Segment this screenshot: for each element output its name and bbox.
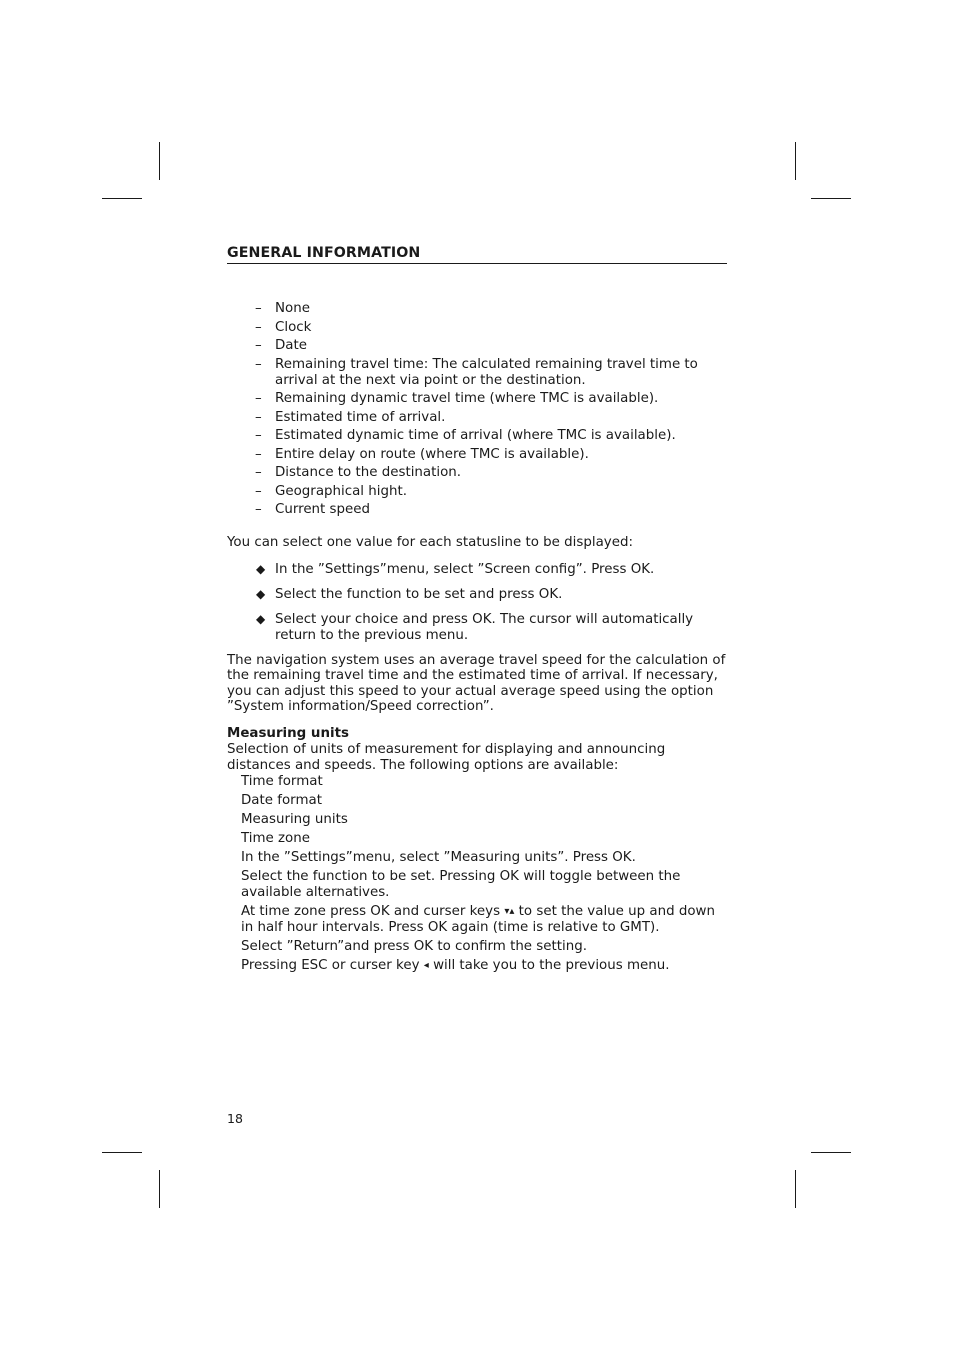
instruction-item: Select ”Return”and press OK to confirm the setting.	[241, 938, 587, 954]
crop-mark-top-left-vertical	[159, 142, 160, 180]
list-item: – Distance to the destination.	[255, 465, 462, 480]
list-item: – Entire delay on route (where TMC is available).	[255, 446, 589, 462]
step-item: ◆ Select your choice and press OK. The cursor will automatically return to the previous menu.	[256, 612, 694, 643]
step-item: ◆ Select the function to be set and press OK.	[256, 587, 563, 602]
list-item: – Remaining dynamic travel time (where TMC is available).	[255, 391, 659, 406]
list-item: – None	[255, 301, 310, 316]
crop-mark-bottom-right-horizontal	[811, 1152, 851, 1153]
cursor-keys-up-down-icon: ▾▴	[504, 905, 515, 917]
statusline-steps-list	[227, 562, 727, 643]
option-item: Measuring units	[241, 811, 348, 827]
dash-marker: –	[255, 465, 262, 480]
list-item: – Date	[255, 338, 308, 353]
section-title: GENERAL INFORMATION	[227, 244, 727, 264]
diamond-bullet-icon: ◆	[256, 612, 266, 626]
dash-marker: –	[255, 502, 262, 517]
dash-marker: –	[255, 319, 262, 335]
instruction-item: Pressing ESC or curser key ◂ will take you to the previous menu.	[241, 957, 670, 973]
crop-mark-bottom-left-vertical	[159, 1170, 160, 1208]
page-number: 18	[227, 1111, 243, 1126]
measuring-units-options	[227, 774, 727, 974]
cursor-key-left-icon: ◂	[423, 959, 429, 971]
crop-mark-top-right-vertical	[795, 142, 796, 180]
statusline-intro: You can select one value for each statusline to be displayed:	[227, 535, 633, 550]
crop-mark-bottom-left-horizontal	[102, 1152, 142, 1153]
option-item: Time format	[241, 773, 323, 789]
option-item: Time zone	[241, 830, 310, 846]
dash-marker: –	[255, 338, 262, 353]
statusline-options-list	[227, 301, 727, 518]
list-item: – Current speed	[255, 502, 371, 517]
diamond-bullet-icon: ◆	[256, 587, 266, 601]
measuring-units-description: Selection of units of measurement for displaying and announcing distances and speeds. The following options are available:	[227, 741, 666, 773]
list-item: – Geographical hight.	[255, 483, 407, 499]
step-item: ◆ In the ”Settings”menu, select ”Screen config”. Press OK.	[256, 562, 655, 577]
page-content	[227, 244, 727, 977]
dash-marker: –	[255, 409, 262, 425]
measuring-units-heading: Measuring units	[227, 725, 349, 741]
diamond-bullet-icon: ◆	[256, 562, 266, 576]
dash-marker: –	[255, 446, 262, 462]
dash-marker: –	[255, 428, 262, 443]
instruction-item: At time zone press OK and curser keys ▾▴ to set the value up and down in half hour intervals. Press OK again (time is relative to GMT).	[241, 903, 715, 935]
crop-mark-top-left-horizontal	[102, 198, 142, 199]
dash-marker: –	[255, 391, 262, 406]
instruction-item: In the ”Settings”menu, select ”Measuring units”. Press OK.	[241, 849, 636, 865]
option-item: Date format	[241, 792, 322, 808]
crop-mark-top-right-horizontal	[811, 198, 851, 199]
crop-mark-bottom-right-vertical	[795, 1170, 796, 1208]
navigation-paragraph: The navigation system uses an average travel speed for the calculation of the remaining travel time and the estimated time of arrival. If necessary, you can adjust this speed to your actual average speed using the option ”System information/Speed correction”.	[227, 652, 726, 714]
instruction-item: Select the function to be set. Pressing OK will toggle between the available alternatives.	[241, 868, 681, 900]
dash-marker: –	[255, 356, 262, 372]
list-item: – Estimated time of arrival.	[255, 409, 446, 425]
list-item: – Estimated dynamic time of arrival (where TMC is available).	[255, 428, 676, 443]
dash-marker: –	[255, 301, 262, 316]
list-item: – Remaining travel time: The calculated remaining travel time to arrival at the next via point or the destination.	[255, 356, 698, 388]
list-item: – Clock	[255, 319, 312, 335]
dash-marker: –	[255, 483, 262, 499]
